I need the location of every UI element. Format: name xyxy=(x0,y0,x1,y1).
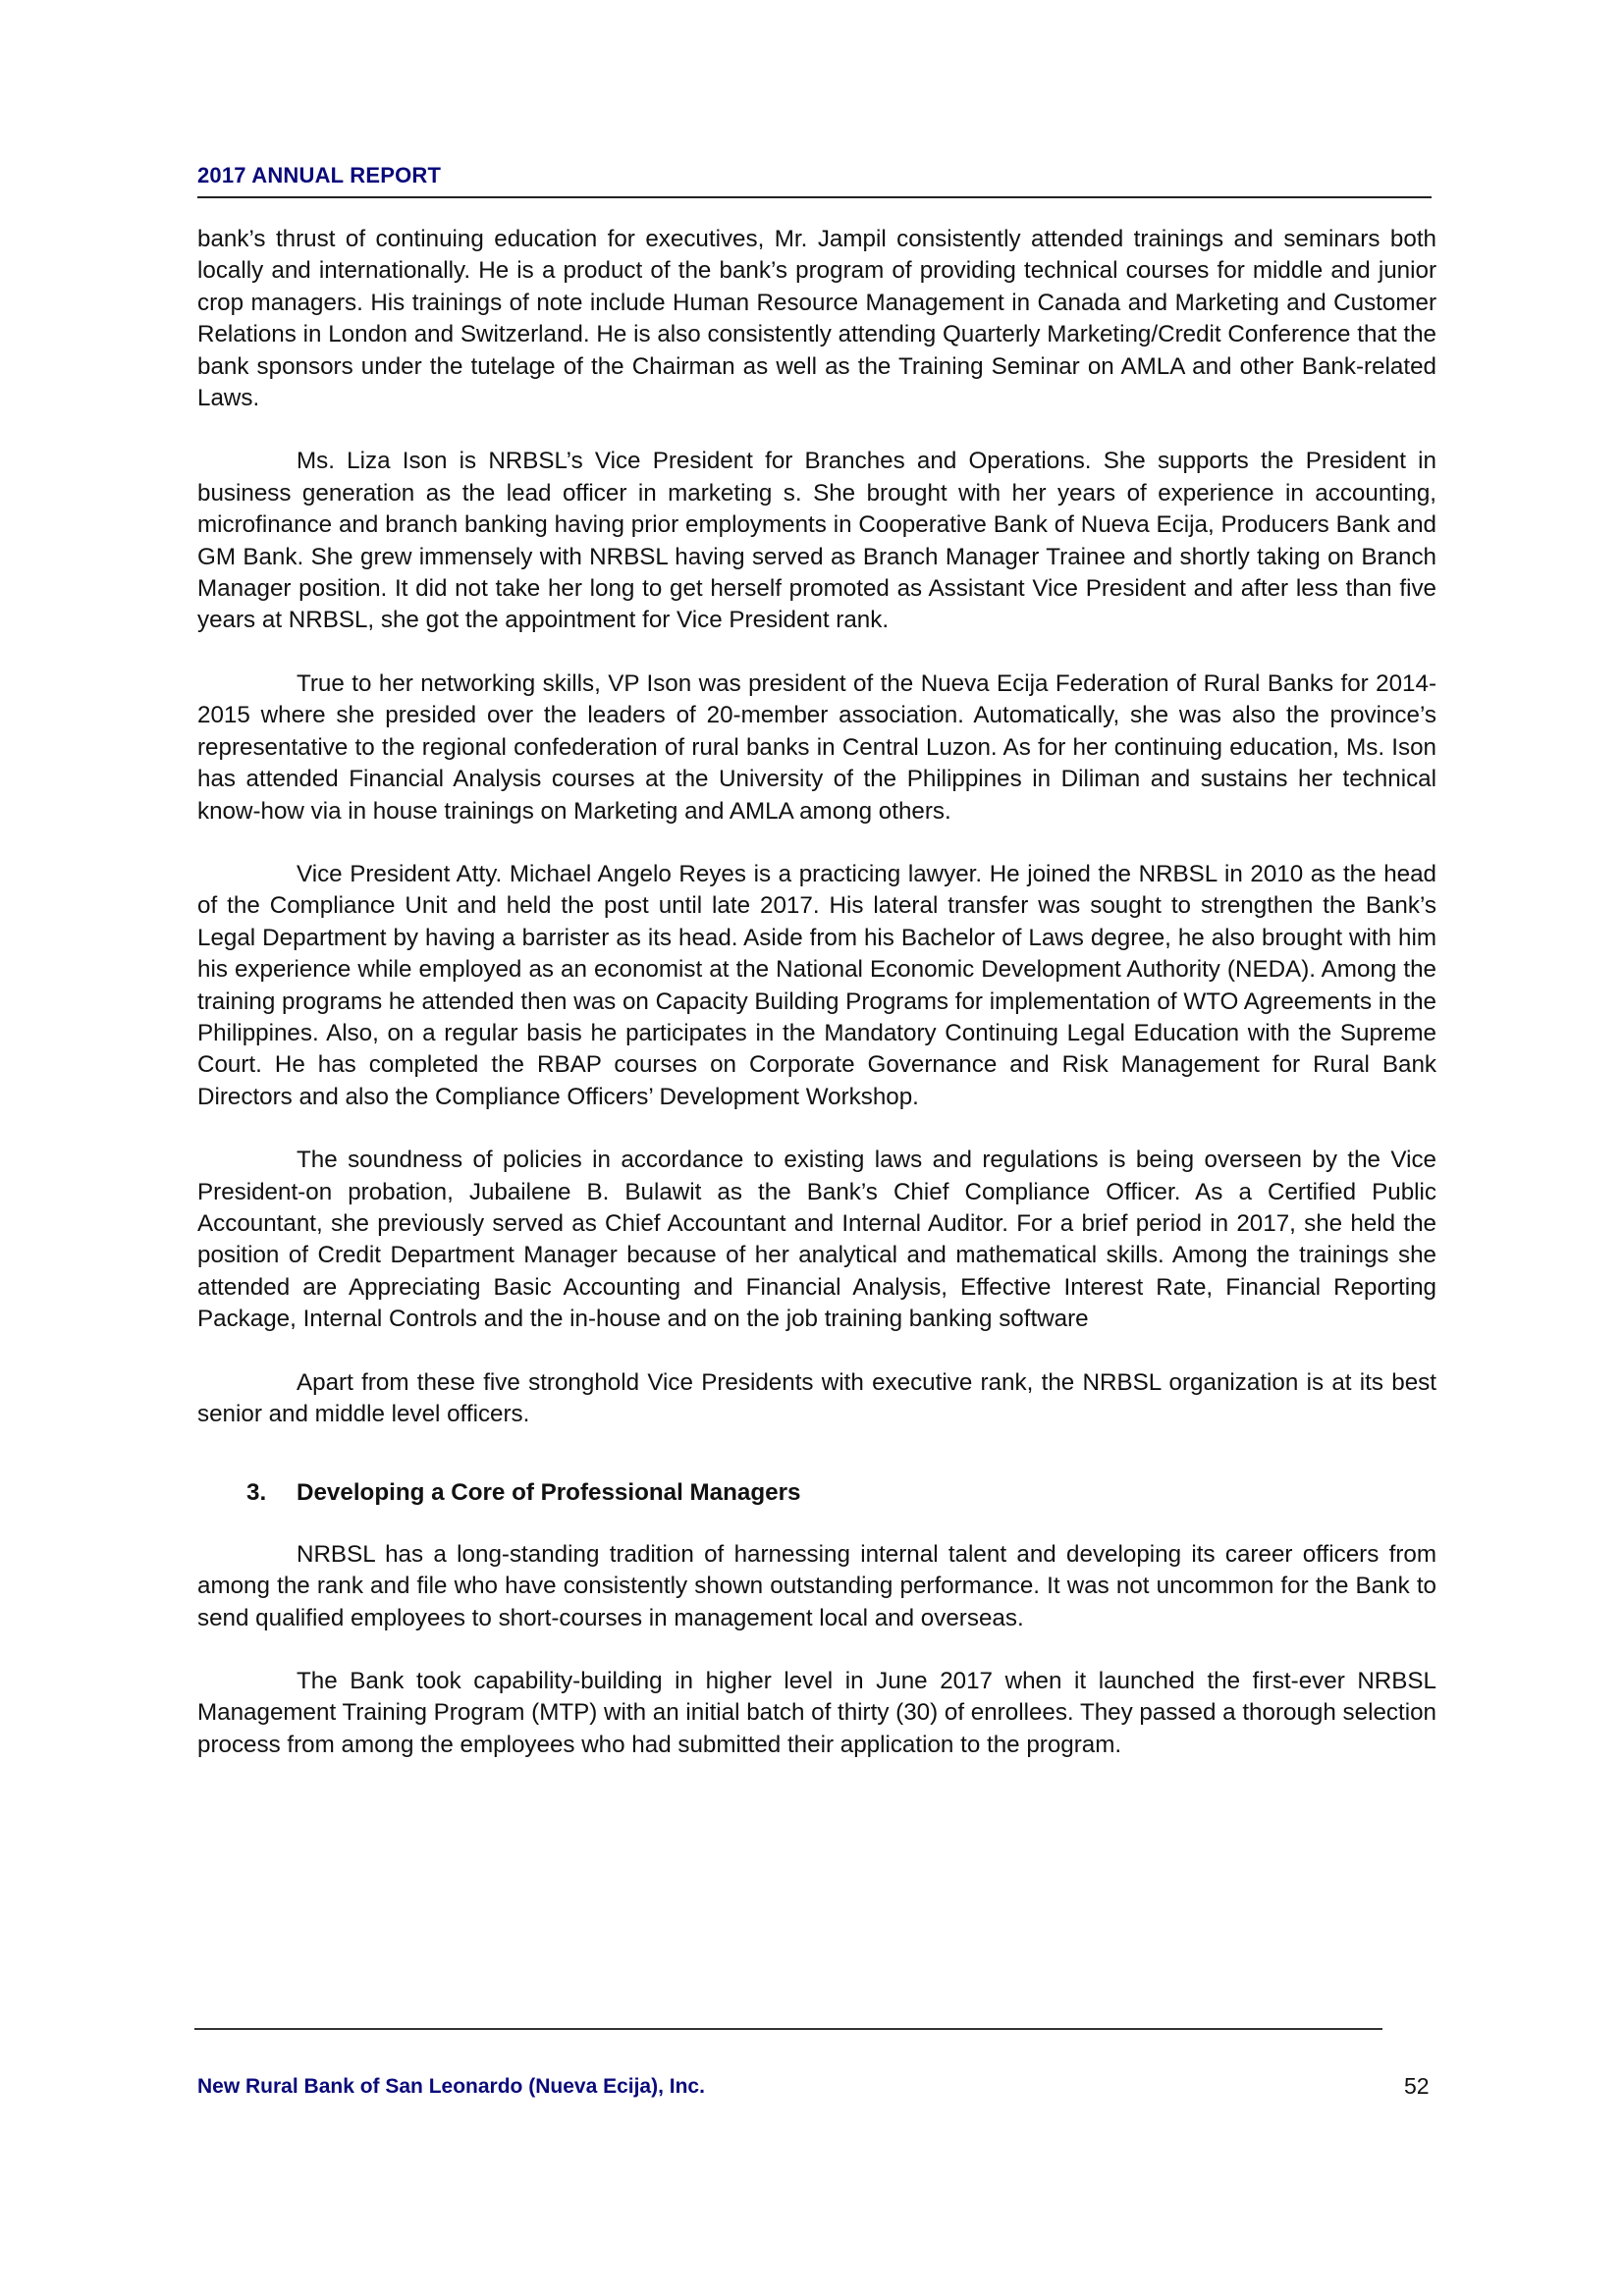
section-number: 3. xyxy=(246,1479,267,1507)
section-heading xyxy=(197,1477,1436,1509)
paragraph-jubailene-bulawit: The soundness of policies in accordance to existing laws and regulations is being overseen by the Vice President-on probation, Jubailene B. Bulawit as the Bank’s Chief Compliance Officer. As a Certified Public Accountant, she previously served as Chief Accountant and Internal Auditor. For a brief period in 2017, she held the position of Credit Department Manager because of her analytical and mathematical skills. Among the trainings she attended are Appreciating Basic Accounting and Financial Analysis, Effective Interest Rate, Financial Reporting Package, Internal Controls and the in-house and on the job training banking software xyxy=(197,1147,1436,1333)
page-number: 52 xyxy=(1404,2073,1430,2099)
header-divider xyxy=(197,196,1432,198)
report-header-title: 2017 ANNUAL REPORT xyxy=(197,163,442,187)
paragraph-michael-reyes: Vice President Atty. Michael Angelo Reyes is a practicing lawyer. He joined the NRBSL in 2010 as the head of the Compliance Unit and held the post until late 2017. His lateral transfer was sought to strengthen the Bank’s Legal Department by having a barrister as its head. Aside from his Bachelor of Laws degree, he also brought with him his experience while employed as an economist at the National Economic Development Authority (NEDA). Among the training programs he attended then was on Capacity Building Programs for implementation of WTO Agreements in the Philippines. Also, on a regular basis he participates in the Mandatory Continuing Legal Education with the Supreme Court. He has completed the RBAP courses on Corporate Governance and Risk Management for Rural Bank Directors and also the Compliance Officers’ Development Workshop. xyxy=(197,860,1436,1110)
footer-divider xyxy=(194,2028,1382,2030)
paragraph-management-training-program: The Bank took capability-building in higher level in June 2017 when it launched the first-ever NRBSL Management Training Program (MTP) with an initial batch of thirty (30) of enrollees. They passed a thorough selection process from among the employees who had submitted their application to the program. xyxy=(197,1668,1436,1758)
document-body xyxy=(197,224,1436,1792)
section-title: Developing a Core of Professional Managers xyxy=(297,1479,801,1507)
footer-company-name: New Rural Bank of San Leonardo (Nueva Ecija), Inc. xyxy=(197,2075,705,2098)
paragraph-vice-presidents-summary: Apart from these five stronghold Vice Presidents with executive rank, the NRBSL organization is at its best senior and middle level officers. xyxy=(197,1368,1436,1427)
paragraph-ison-networking: True to her networking skills, VP Ison was president of the Nueva Ecija Federation of Rural Banks for 2014-2015 where she presided over the leaders of 20-member association. Automatically, she was also the province’s representative to the regional confederation of rural banks in Central Luzon. As for her continuing education, Ms. Ison has attended Financial Analysis courses at the University of the Philippines in Diliman and sustains her technical know-how via in house trainings on Marketing and AMLA among others. xyxy=(197,669,1436,825)
paragraph-internal-talent: NRBSL has a long-standing tradition of harnessing internal talent and developing its career officers from among the rank and file who have consistently shown outstanding performance. It was not uncommon for the Bank to send qualified employees to short-courses in management local and overseas. xyxy=(197,1540,1436,1631)
paragraph-liza-ison: Ms. Liza Ison is NRBSL’s Vice President for Branches and Operations. She supports the President in business generation as the lead officer in marketing s. She brought with her years of experience in accounting, microfinance and branch banking having prior employments in Cooperative Bank of Nueva Ecija, Producers Bank and GM Bank. She grew immensely with NRBSL having served as Branch Manager Trainee and shortly taking on Branch Manager position. It did not take her long to get herself promoted as Assistant Vice President and after less than five years at NRBSL, she got the appointment for Vice President rank. xyxy=(197,448,1436,634)
paragraph-jampil-continued: bank’s thrust of continuing education for executives, Mr. Jampil consistently attended trainings and seminars both locally and internationally. He is a product of the bank’s program of providing technical courses for middle and junior crop managers. His trainings of note include Human Resource Management in Canada and Marketing and Customer Relations in London and Switzerland. He is also consistently attending Quarterly Marketing/Credit Conference that the bank sponsors under the tutelage of the Chairman as well as the Training Seminar on AMLA and other Bank-related Laws. xyxy=(197,226,1436,412)
